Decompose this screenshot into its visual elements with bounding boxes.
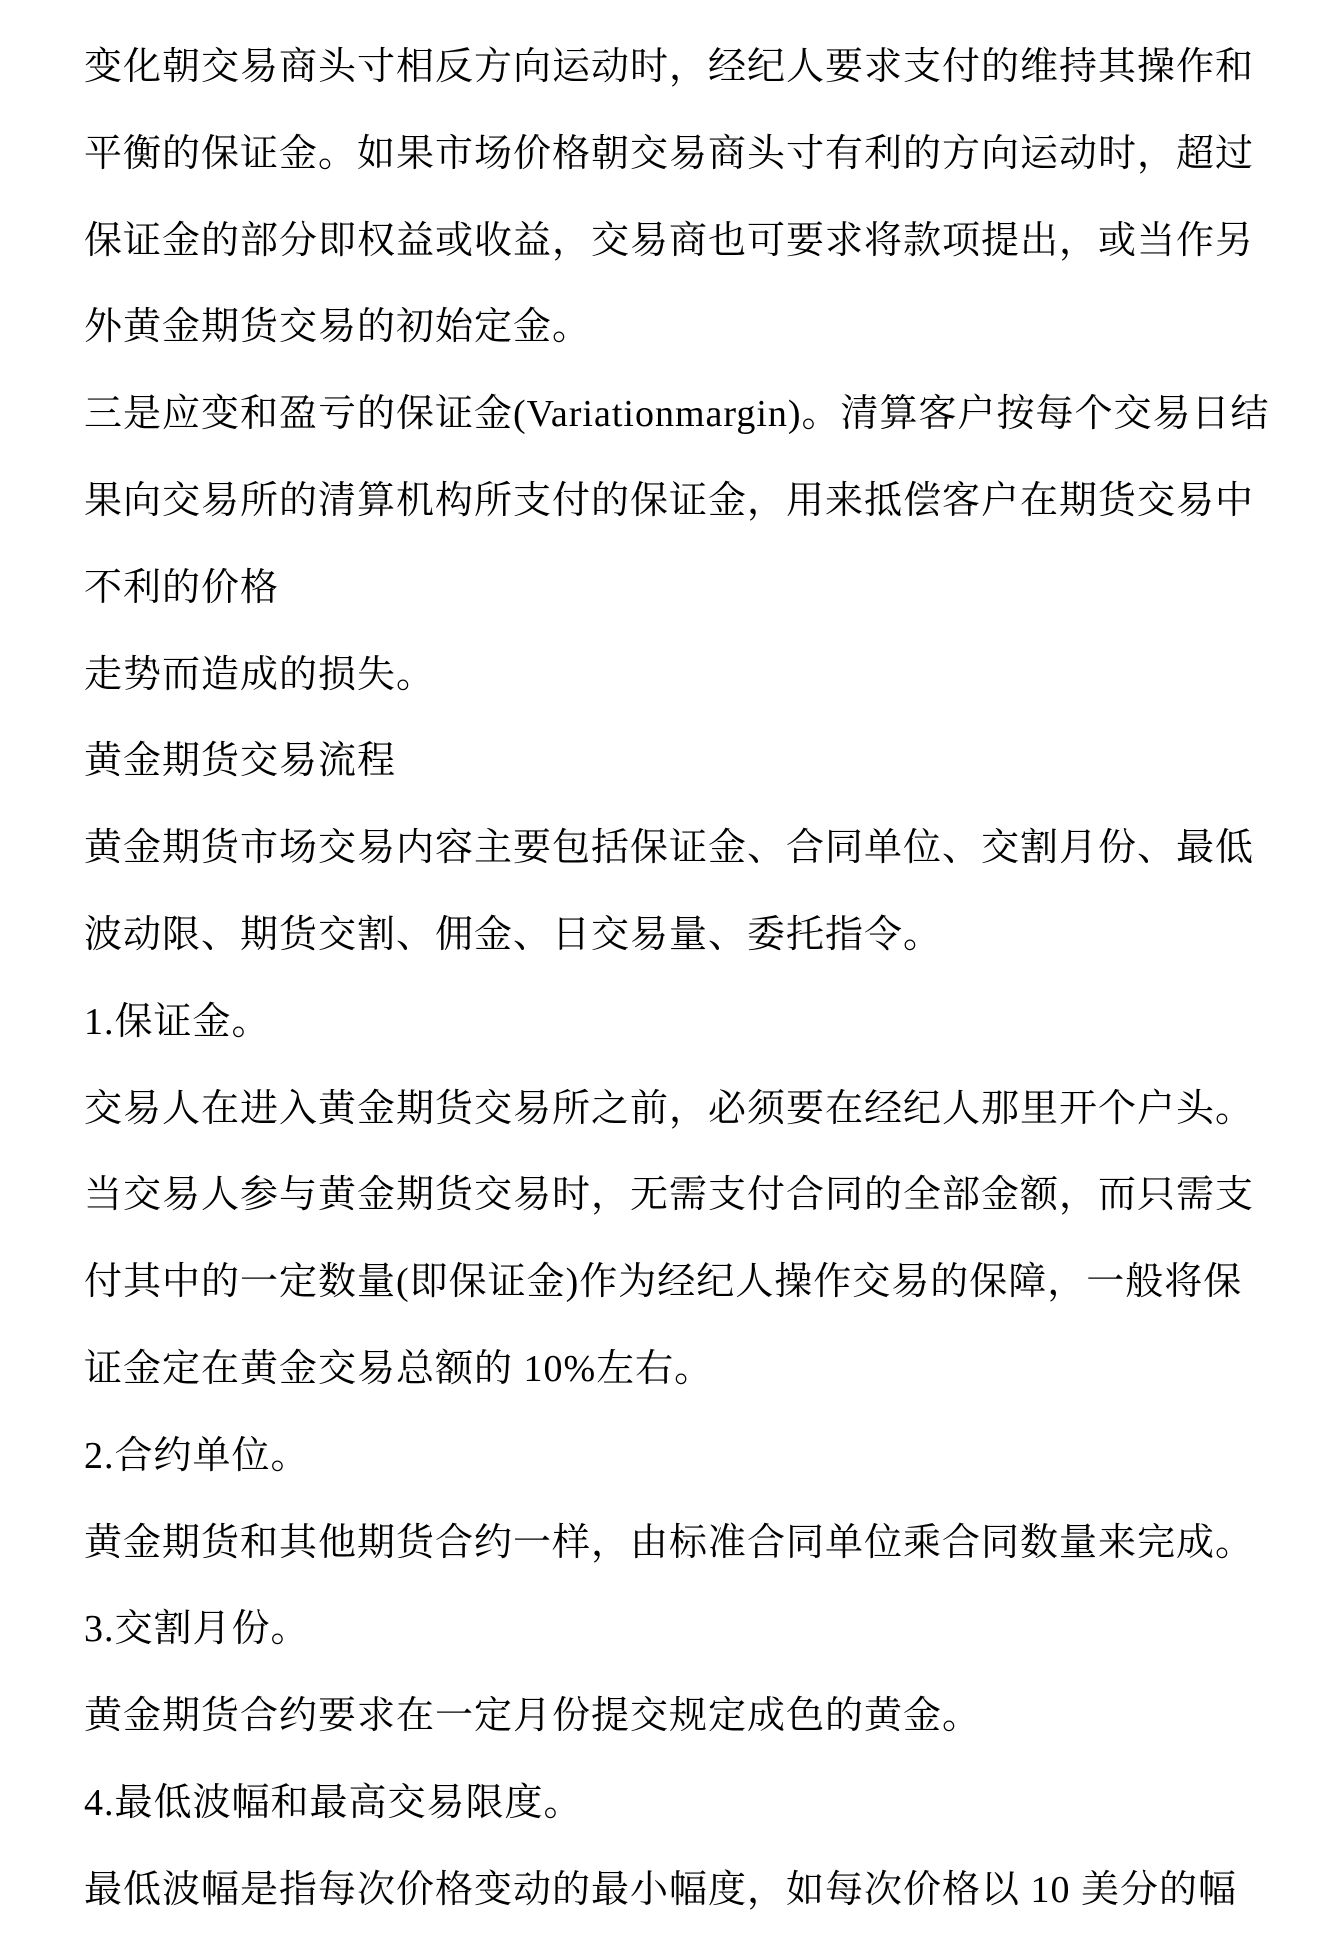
text-line: 1.保证金。 bbox=[84, 1000, 271, 1043]
text-line: 4.最低波幅和最高交易限度。 bbox=[84, 1781, 583, 1824]
text-line: 不利的价格 bbox=[84, 566, 280, 609]
text-line: 黄金期货和其他期货合约一样，由标准合同单位乘合同数量来完成。 bbox=[84, 1521, 1255, 1564]
text-line: 外黄金期货交易的初始定金。 bbox=[84, 306, 592, 349]
text-line: 黄金期货交易流程 bbox=[84, 740, 397, 783]
text-line: 最低波幅是指每次价格变动的最小幅度，如每次价格以 10 美分的幅 bbox=[84, 1868, 1238, 1911]
text-line: 三是应变和盈亏的保证金(Variationmargin)。清算客户按每个交易日结 bbox=[84, 393, 1270, 436]
text-line: 波动限、期货交割、佣金、日交易量、委托指令。 bbox=[84, 913, 943, 956]
text-line: 果向交易所的清算机构所支付的保证金，用来抵偿客户在期货交易中 bbox=[84, 479, 1255, 522]
text-line: 平衡的保证金。如果市场价格朝交易商头寸有利的方向运动时，超过 bbox=[84, 132, 1255, 175]
text-line: 2.合约单位。 bbox=[84, 1434, 310, 1477]
text-line: 当交易人参与黄金期货交易时，无需支付合同的全部金额，而只需支 bbox=[84, 1174, 1255, 1217]
text-line: 黄金期货市场交易内容主要包括保证金、合同单位、交割月份、最低 bbox=[84, 827, 1255, 870]
text-line: 3.交割月份。 bbox=[84, 1608, 310, 1651]
text-line: 黄金期货合约要求在一定月份提交规定成色的黄金。 bbox=[84, 1695, 982, 1738]
text-line: 证金定在黄金交易总额的 10%左右。 bbox=[84, 1347, 714, 1390]
text-line: 走势而造成的损失。 bbox=[84, 653, 436, 696]
text-line: 交易人在进入黄金期货交易所之前，必须要在经纪人那里开个户头。 bbox=[84, 1087, 1255, 1130]
text-line: 付其中的一定数量(即保证金)作为经纪人操作交易的保障，一般将保 bbox=[84, 1261, 1243, 1304]
text-line: 保证金的部分即权益或收益，交易商也可要求将款项提出，或当作另 bbox=[84, 219, 1255, 262]
text-line: 变化朝交易商头寸相反方向运动时，经纪人要求支付的维持其操作和 bbox=[84, 46, 1255, 88]
